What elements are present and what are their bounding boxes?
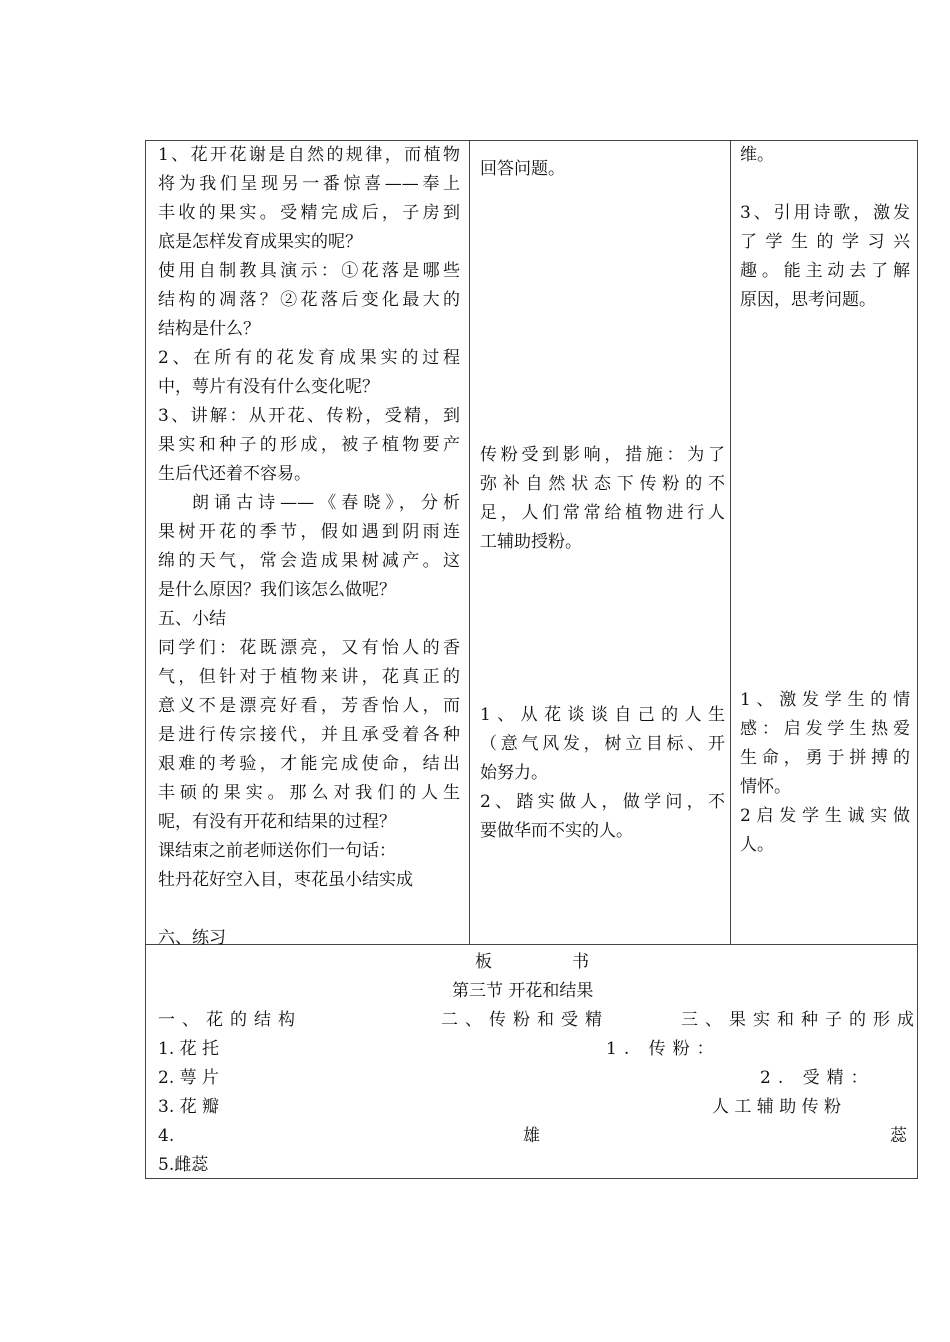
text-line: （意气风发，树立目标、开 [480,734,725,754]
board-item: 2. 萼 片 [158,1068,220,1088]
text-line: 2、在所有的花发育成果实的过程 [158,348,460,368]
board-item: 1. 传粉： [606,1039,721,1059]
text-line: 底是怎样发育成果实的呢？ [158,232,362,252]
text-line: 同学们：花既漂亮，又有怡人的香 [158,638,460,658]
text-line: 将为我们呈现另一番惊喜——奉上 [158,174,460,194]
text-line: 回答问题。 [480,159,565,179]
text-line: 果树开花的季节，假如遇到阴雨连 [158,522,460,542]
text-line: 3、讲解：从开花、传粉，受精，到 [158,406,460,426]
text-line: 1、激发学生的情 [740,690,910,710]
text-line: 朗诵古诗——《春晓》，分析 [192,493,460,513]
board-heading: 板 [475,952,492,972]
text-line: 弥补自然状态下传粉的不 [480,474,725,494]
text-line: 生命，勇于拼搏的 [740,748,910,768]
column-divider [730,140,731,944]
design-intent-cell [740,141,910,315]
text-line: 生后代还着不容易。 [158,464,311,484]
text-line: 始努力。 [480,763,548,783]
text-line: 气，但针对于植物来讲，花真正的 [158,667,460,687]
text-line: 结构是什么？ [158,319,260,339]
text-line: 了学生的学习兴 [740,232,910,252]
text-line: 绵的天气，常会造成果树减产。这 [158,551,460,571]
board-item: 雄 [523,1126,540,1146]
student-activity-cell [480,441,725,557]
board-heading: 书 [572,952,589,972]
text-line: 1、花开花谢是自然的规律，而植物 [158,145,460,165]
text-line: 传粉受到影响，措施：为了 [480,445,725,465]
text-line: 人。 [740,835,774,855]
board-item: 人 工 辅 助 传 粉 [712,1097,842,1117]
board-section-2: 二、传粉和受精 [441,1010,609,1030]
text-line: 原因，思考问题。 [740,290,876,310]
design-intent-cell [740,686,910,860]
board-item: 2. 受精： [760,1068,875,1088]
text-line: 结构的凋落？②花落后变化最大的 [158,290,460,310]
board-item: 3. 花 瓣 [158,1097,220,1117]
student-activity-cell [480,701,725,846]
text-line: 感：启发学生热爱 [740,719,910,739]
text-line: 六、练习 [158,928,226,948]
text-line: 要做华而不实的人。 [480,821,633,841]
text-line: 3、引用诗歌，激发 [740,203,910,223]
board-item: 4. [158,1126,175,1146]
text-line: 维。 [740,145,774,165]
text-line: 2、踏实做人，做学问，不 [480,792,725,812]
text-line: 课结束之前老师送你们一句话： [158,841,396,861]
board-section-3: 三、果实和种子的形成 [681,1010,921,1030]
board-item: 1. 花 托 [158,1039,220,1059]
board-item: 5.雌蕊 [158,1155,209,1175]
blank-line [740,170,910,199]
text-line: 2启发学生诚实做 [740,806,910,826]
blank-line [158,895,460,924]
text-line: 工辅助授粉。 [480,532,582,552]
text-line: 使用自制教具演示：①花落是哪些 [158,261,460,281]
text-line: 足，人们常常给植物进行人 [480,503,725,523]
student-activity-cell [480,155,725,184]
text-line: 牡丹花好空入目，枣花虽小结实成 [158,870,413,890]
teacher-activity-cell [158,141,460,953]
text-line: 情怀。 [740,777,791,797]
text-line: 1、从花谈谈自己的人生 [480,705,725,725]
text-line: 果实和种子的形成，被子植物要产 [158,435,460,455]
text-line: 艰难的考验，才能完成使命，结出 [158,754,460,774]
column-divider [469,140,470,944]
text-line: 趣。能主动去了解 [740,261,910,281]
text-line: 丰硕的果实。那么对我们的人生 [158,783,460,803]
board-item: 蕊 [890,1126,907,1146]
text-line: 是什么原因？我们该怎么做呢？ [158,580,396,600]
text-line: 呢，有没有开花和结果的过程？ [158,812,396,832]
board-title: 第三节 开花和结果 [452,981,594,1001]
board-section-1: 一、花的结构 [158,1010,302,1030]
text-line: 意义不是漂亮好看，芳香怡人，而 [158,696,460,716]
text-line: 五、小结 [158,609,226,629]
text-line: 中，萼片有没有什么变化呢？ [158,377,379,397]
text-line: 是进行传宗接代，并且承受着各种 [158,725,460,745]
text-line: 丰收的果实。受精完成后，子房到 [158,203,460,223]
